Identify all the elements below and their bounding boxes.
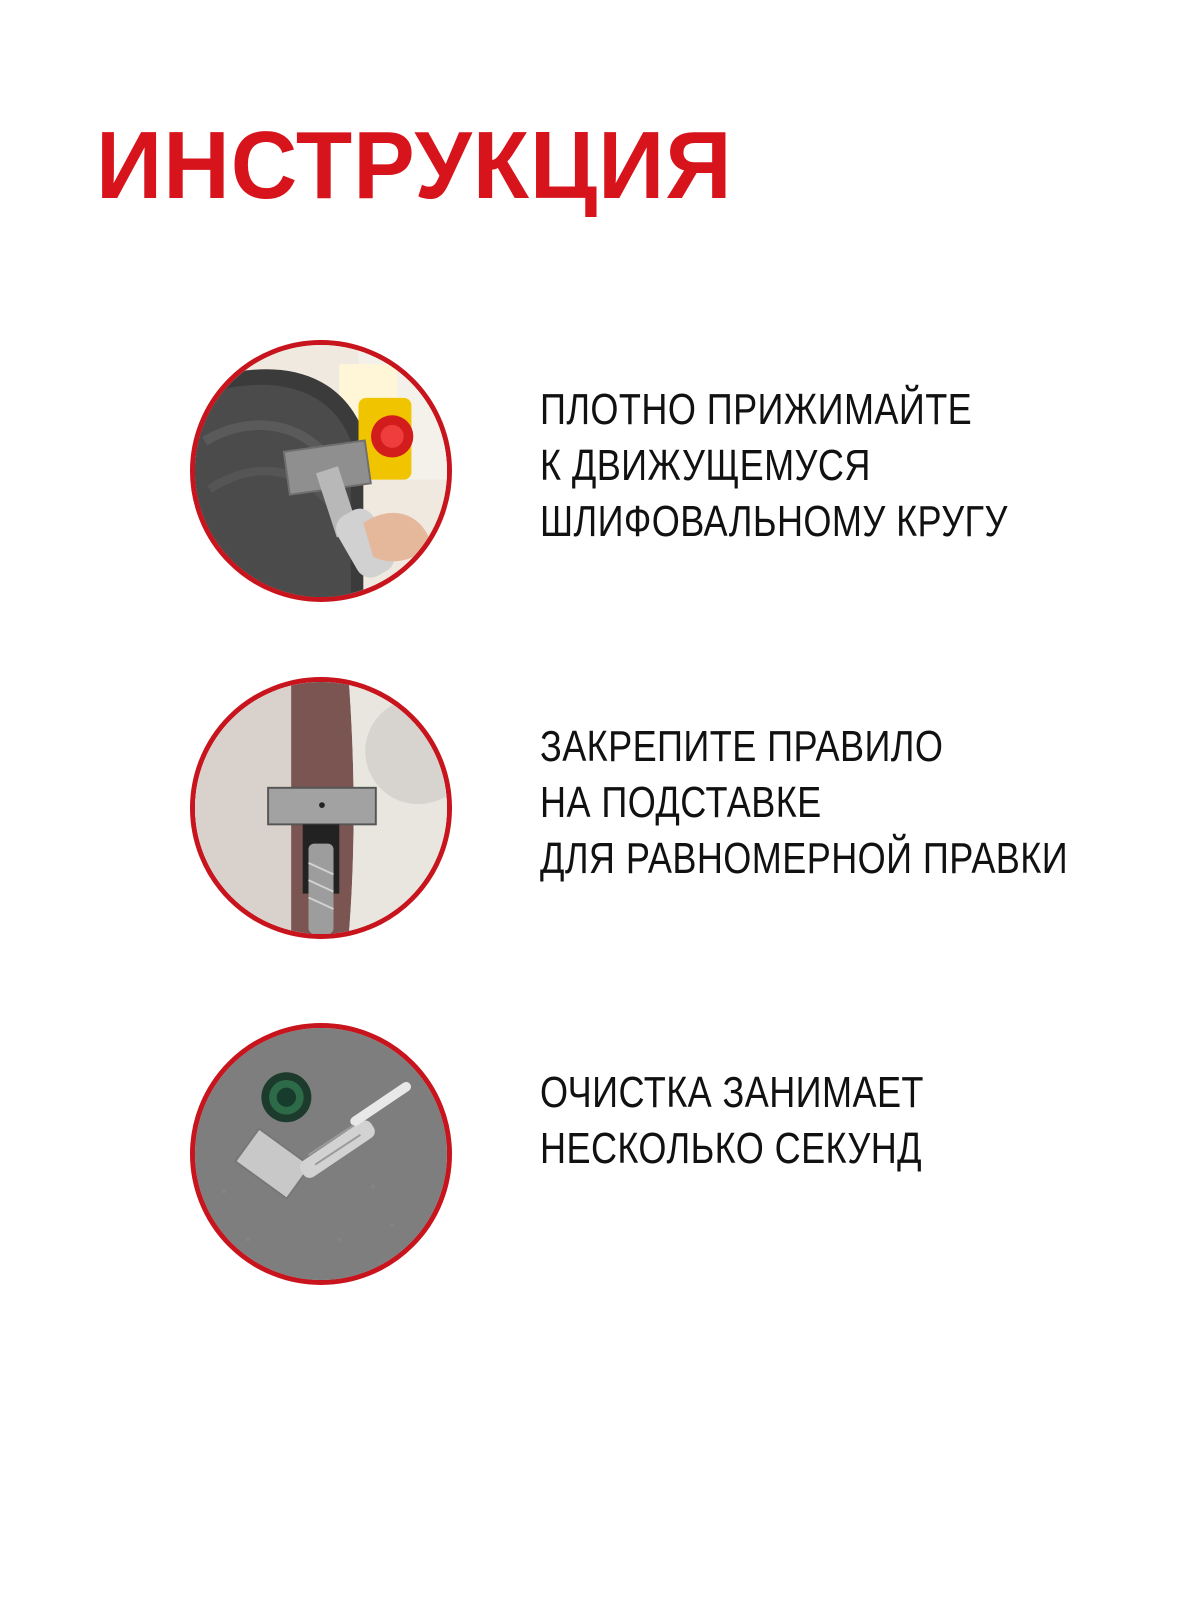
step-2-text <box>540 719 1140 887</box>
step-2-line-3: ДЛЯ РАВНОМЕРНОЙ ПРАВКИ <box>540 834 1069 883</box>
grinder-dresser-photo-icon <box>190 340 452 602</box>
step-2-line-1: ЗАКРЕПИТЕ ПРАВИЛО <box>540 722 944 771</box>
step-2-line-2: НА ПОДСТАВКЕ <box>540 778 822 827</box>
instruction-step-2 <box>190 677 1140 947</box>
step-1-line-1: ПЛОТНО ПРИЖИМАЙТЕ <box>540 385 973 434</box>
step-1-line-2: К ДВИЖУЩЕМУСЯ <box>540 441 871 490</box>
step-1-text <box>540 382 1140 550</box>
step-1-line-3: ШЛИФОВАЛЬНОМУ КРУГУ <box>540 497 1008 546</box>
dresser-on-grinding-wheel-photo-icon <box>190 1023 452 1285</box>
instruction-step-3 <box>190 1023 1140 1293</box>
step-3-line-2: НЕСКОЛЬКО СЕКУНД <box>540 1124 923 1173</box>
wheel-dresser-on-rest-photo-icon <box>190 677 452 939</box>
page-title: ИНСТРУКЦИЯ <box>96 112 733 219</box>
instruction-step-1 <box>190 340 1140 610</box>
step-3-text <box>540 1065 1140 1177</box>
step-3-line-1: ОЧИСТКА ЗАНИМАЕТ <box>540 1068 924 1117</box>
